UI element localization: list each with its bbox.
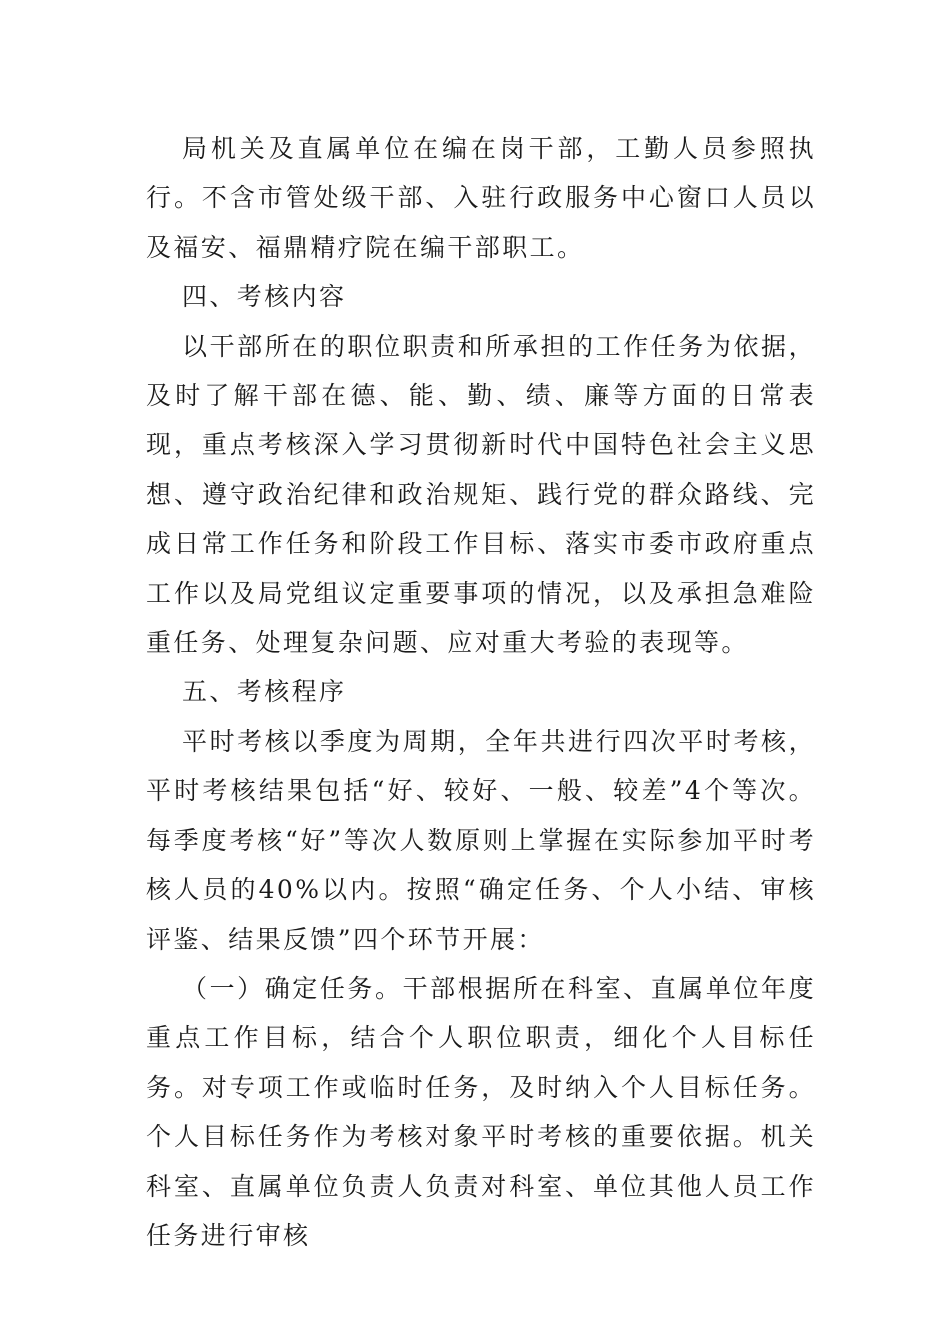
heading-assessment-content: 四、考核内容: [182, 282, 347, 312]
paragraph-determine-tasks: （一）确定任务。干部根据所在科室、直属单位年度重点工作目标，结合个人职位职责，细化个人目标任务。对专项工作或临时任务，及时纳入个人目标任务。个人目标任务作为考核对象平时考核的重要依据。机关科室、直属单位负责人负责对科室、单位其他人员工作任务进行审核: [146, 973, 816, 1250]
document-body: [146, 124, 816, 1260]
paragraph-scope: 局机关及直属单位在编在岗干部，工勤人员参照执行。不含市管处级干部、入驻行政服务中心窗口人员以及福安、福鼎精疗院在编干部职工。: [146, 134, 816, 262]
paragraph-assessment-procedure: 平时考核以季度为周期，全年共进行四次平时考核，平时考核结果包括“好、较好、一般、较差”4个等次。每季度考核“好”等次人数原则上掌握在实际参加平时考核人员的40%以内。按照“确定任务、个人小结、审核评鉴、结果反馈”四个环节开展：: [146, 726, 816, 954]
paragraph-assessment-content: 以干部所在的职位职责和所承担的工作任务为依据，及时了解干部在德、能、勤、绩、廉等方面的日常表现，重点考核深入学习贯彻新时代中国特色社会主义思想、遵守政治纪律和政治规矩、践行党的群众路线、完成日常工作任务和阶段工作目标、落实市委市政府重点工作以及局党组议定重要事项的情况，以及承担急难险重任务、处理复杂问题、应对重大考验的表现等。: [146, 331, 816, 658]
heading-assessment-procedure: 五、考核程序: [182, 677, 347, 707]
